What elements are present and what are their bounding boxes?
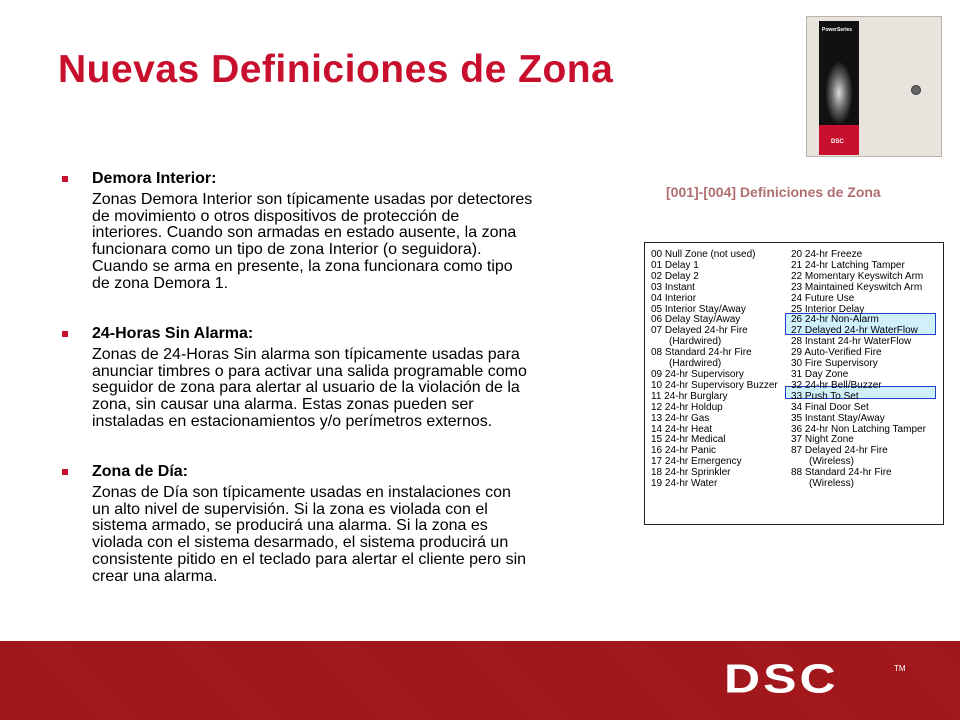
section-zona-de-dia [60, 464, 612, 586]
zone-entry: 20 24-hr Freeze [791, 249, 863, 260]
section-heading-text: Demora Interior: [92, 170, 217, 187]
zone-entry: 19 24-hr Water [651, 478, 718, 490]
bullet-icon [62, 331, 68, 337]
body-line: Cuando se arma en presente, la zona funcionara como tipo [92, 257, 513, 275]
zone-entry: 30 Fire Supervisory [791, 358, 878, 370]
zone-entry: 13 24-hr Gas [651, 412, 710, 424]
body-line: Zonas de 24-Horas Sin alarma son típicamente usadas para [92, 345, 520, 363]
bullet-icon [62, 176, 68, 182]
body-line: crear una alarma. [92, 567, 218, 585]
zone-entry: 18 24-hr Sprinkler [651, 467, 731, 479]
zone-entry: 09 24-hr Supervisory [651, 368, 744, 380]
zone-entry: 11 24-hr Burglary [651, 390, 728, 402]
zone-entry: 14 24-hr Heat [651, 423, 713, 435]
zone-entry: (Wireless) [809, 456, 854, 468]
panel-logo: DSC [831, 139, 844, 145]
body-line: sistema armado, se producirá una alarma. Si la zona es [92, 517, 488, 535]
body-line: instaladas en estacionamientos y/o perímetros externos. [92, 412, 493, 430]
zone-entry: 07 Delayed 24-hr Fire [651, 325, 748, 337]
zone-entry: 32 24-hr Bell/Buzzer [791, 379, 882, 391]
panel-brand: PowerSeries [822, 27, 853, 33]
zone-entry: 02 Delay 2 [651, 270, 699, 282]
zone-entry: 04 Interior [651, 292, 697, 304]
section-body [92, 347, 612, 431]
smoke-graphic [825, 61, 853, 125]
zone-column-left [651, 250, 778, 490]
zone-entry: 15 24-hr Medical [651, 434, 726, 446]
body-line: zona, sin causar una alarma. Estas zonas pueden ser [92, 396, 474, 414]
zone-entry: 33 Push To Set [791, 390, 859, 402]
body-line: violada con el sistema desarmado, el sistema producirá un [92, 534, 509, 552]
section-heading-text: Zona de Día: [92, 463, 189, 480]
body-line: consistente pitido en el teclado para alertar el cliente pero sin [92, 550, 527, 568]
zone-entry: 25 Interior Delay [791, 303, 865, 315]
zone-entry: 08 Standard 24-hr Fire [651, 347, 752, 359]
zone-entry: 12 24-hr Holdup [651, 401, 723, 413]
zone-entry: 01 Delay 1 [651, 259, 699, 271]
section-heading [60, 171, 612, 188]
trademark-mark: TM [894, 664, 906, 673]
zone-entry: 36 24-hr Non Latching Tamper [791, 423, 926, 435]
section-heading-text: 24-Horas Sin Alarma: [92, 325, 254, 342]
zone-entry: 28 Instant 24-hr WaterFlow [791, 336, 912, 348]
zone-entry: 31 Day Zone [791, 368, 849, 380]
zone-entry: 05 Interior Stay/Away [651, 303, 746, 315]
zone-table-caption: [001]-[004] Definiciones de Zona [666, 184, 881, 200]
section-body [92, 485, 612, 586]
zone-column-right [791, 250, 926, 490]
body-line: de movimiento o otros dispositivos de protección de [92, 207, 460, 225]
zone-entry: 00 Null Zone (not used) [651, 249, 756, 260]
body-line: interiores. Cuando son armadas en estado ausente, la zona [92, 224, 517, 242]
zone-entry: 34 Final Door Set [791, 401, 869, 413]
body-line: funcionara como un tipo de zona Interior (o seguidora). [92, 241, 482, 259]
body-line: Zonas Demora Interior son típicamente usadas por detectores [92, 190, 533, 208]
body-line: un alto nivel de supervisión. Si la zona es violada con el [92, 500, 488, 518]
zone-entry: 03 Instant [651, 281, 695, 293]
zone-entry: 06 Delay Stay/Away [651, 314, 741, 326]
panel-front-strip [819, 21, 859, 155]
bullet-icon [62, 469, 68, 475]
zone-entry: 37 Night Zone [791, 434, 854, 446]
body-line: anunciar timbres o para activar una salida programable como [92, 362, 527, 380]
zone-entry: 87 Delayed 24-hr Fire [791, 445, 888, 457]
section-heading [60, 464, 612, 481]
section-heading [60, 326, 612, 343]
section-24-horas-sin-alarma [60, 326, 612, 431]
zone-entry: 27 Delayed 24-hr WaterFlow [791, 325, 918, 337]
section-body [92, 192, 612, 293]
slide-title: Nuevas Definiciones de Zona [58, 48, 614, 91]
dsc-logo: DSC [724, 655, 839, 702]
zone-entry: (Hardwired) [669, 336, 722, 348]
zone-entry: 26 24-hr Non-Alarm [791, 314, 879, 326]
zone-entry: 23 Maintained Keyswitch Arm [791, 281, 923, 293]
section-demora-interior [60, 171, 612, 293]
zone-entry: (Hardwired) [669, 358, 722, 370]
body-line: seguidor de zona para alertar al usuario de la violación de la [92, 379, 520, 397]
zone-entry: 35 Instant Stay/Away [791, 412, 885, 424]
zone-entry: 10 24-hr Supervisory Buzzer [651, 379, 778, 391]
zone-entry: 24 Future Use [791, 292, 855, 304]
zone-entry: 29 Auto-Verified Fire [791, 347, 882, 359]
zone-definitions-table [644, 242, 944, 525]
zone-entry: 17 24-hr Emergency [651, 456, 742, 468]
zone-entry: 22 Momentary Keyswitch Arm [791, 270, 924, 282]
zone-entry: 88 Standard 24-hr Fire [791, 467, 892, 479]
control-panel-image [806, 16, 942, 157]
zone-entry: 21 24-hr Latching Tamper [791, 259, 905, 271]
zone-entry: (Wireless) [809, 478, 854, 490]
body-line: de zona Demora 1. [92, 274, 229, 292]
panel-lock-icon [911, 85, 921, 95]
body-line: Zonas de Día son típicamente usadas en instalaciones con [92, 483, 511, 501]
zone-entry: 16 24-hr Panic [651, 445, 717, 457]
